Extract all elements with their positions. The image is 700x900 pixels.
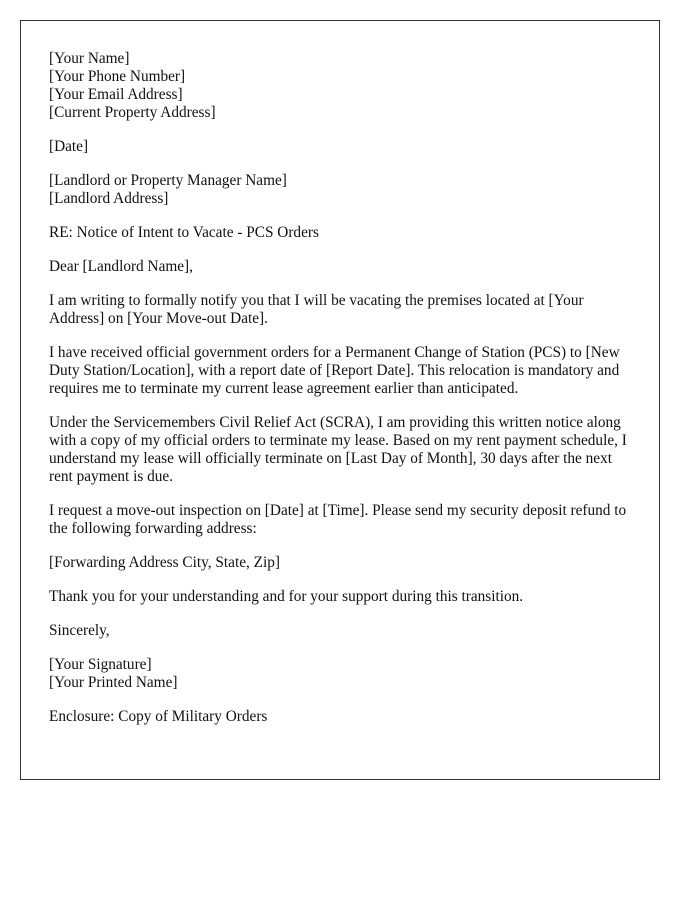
paragraph-text: I am writing to formally notify you that I will be vacating the premises located at [Your Address] on [Your Move-out Date]. [49, 292, 584, 327]
thanks-block [49, 588, 631, 606]
body-paragraph-1 [49, 292, 631, 328]
paragraph-text: I have received official government orders for a Permanent Change of Station (PCS) to [New Duty Station/Location], with a report date of [Report Date]. This relocation is mandatory and requires me to terminate my current lease agreement earlier than anticipated. [49, 344, 620, 397]
date-block [49, 138, 631, 156]
forwarding-address: [Forwarding Address City, State, Zip] [49, 554, 280, 571]
salutation-block [49, 258, 631, 276]
closing-text: Sincerely, [49, 622, 110, 639]
subject-block [49, 224, 631, 242]
body-paragraph-3 [49, 414, 631, 486]
recipient-name: [Landlord or Property Manager Name] [49, 172, 287, 189]
enclosure-block [49, 708, 631, 726]
sender-name: [Your Name] [49, 50, 130, 67]
letter-date: [Date] [49, 138, 89, 155]
sender-block [49, 50, 631, 122]
enclosure-text: Enclosure: Copy of Military Orders [49, 708, 268, 725]
letter-document [20, 20, 660, 780]
sender-address: [Current Property Address] [49, 104, 216, 121]
sender-email: [Your Email Address] [49, 86, 183, 103]
signature-line: [Your Signature] [49, 656, 152, 673]
sender-phone: [Your Phone Number] [49, 68, 186, 85]
paragraph-text: Under the Servicemembers Civil Relief Act (SCRA), I am providing this written notice along with a copy of my official orders to terminate my lease. Based on my rent payment schedule, I understand my lease will officially terminate on [Last Day of Month], 30 days after the next rent payment is due. [49, 414, 627, 485]
paragraph-text: I request a move-out inspection on [Date] at [Time]. Please send my security deposit refund to the following forwarding address: [49, 502, 627, 537]
closing-block [49, 622, 631, 640]
body-paragraph-4 [49, 502, 631, 538]
signature-block [49, 656, 631, 692]
recipient-address: [Landlord Address] [49, 190, 169, 207]
salutation: Dear [Landlord Name], [49, 258, 193, 275]
thanks-text: Thank you for your understanding and for your support during this transition. [49, 588, 524, 605]
printed-name: [Your Printed Name] [49, 674, 178, 691]
recipient-block [49, 172, 631, 208]
forwarding-address-block [49, 554, 631, 572]
body-paragraph-2 [49, 344, 631, 398]
subject-line: RE: Notice of Intent to Vacate - PCS Orders [49, 224, 319, 241]
